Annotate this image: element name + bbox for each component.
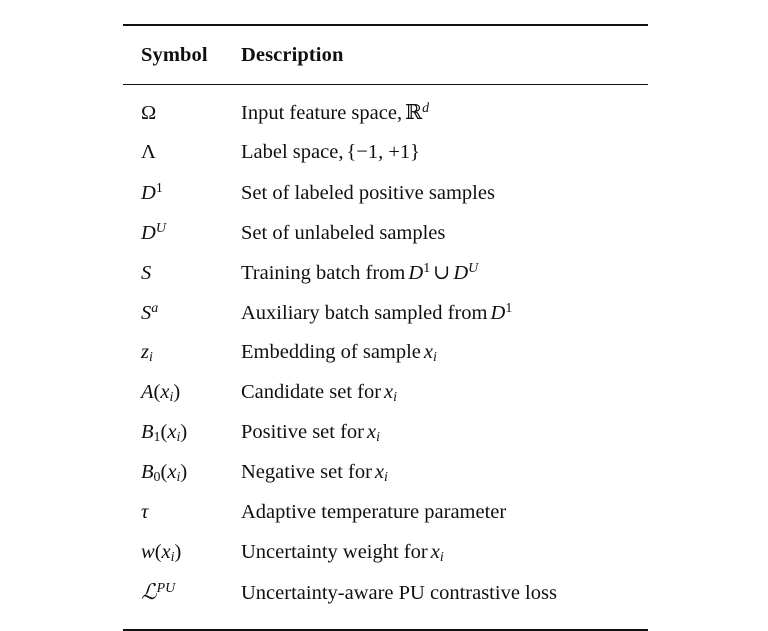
description-text: Negative set for [241,461,372,484]
symbol-cell [123,142,240,182]
symbol-cell [123,542,240,582]
subscript-i: i [148,350,153,366]
description-cell [240,142,648,182]
symbol-cell [123,222,240,262]
superscript-1: 1 [423,261,431,277]
description-cell [240,582,648,629]
table-row [123,382,648,422]
description-text: Set of labeled positive samples [241,182,495,205]
symbol-cell [123,262,240,302]
math-d-unlabeled: D [453,262,469,285]
description-text: Candidate set for [241,381,382,404]
subscript-i: i [169,390,174,406]
table-row [123,182,648,222]
subscript-i: i [376,430,380,446]
math-d-labeled: D [408,262,424,285]
open-paren: ( [160,461,168,484]
symbol-cell [123,462,240,502]
table-row [123,142,648,182]
subscript-i: i [176,470,181,486]
description-cell [240,462,648,502]
notation-table [123,26,648,84]
description-text: Training batch from [241,262,406,285]
symbol-b-negative: B [141,461,154,484]
table-row [123,422,648,462]
description-text: Uncertainty-aware PU contrastive loss [241,582,557,605]
math-x: x [167,421,177,444]
description-cell [240,262,648,302]
symbol-a-candidate: A [141,381,154,404]
symbol-d-labeled: D [141,182,156,205]
table-row [123,502,648,542]
table-row [123,582,648,629]
column-header-symbol: Symbol [141,44,208,67]
close-paren: ) [174,541,182,564]
symbol-cell [123,85,240,142]
notation-table-body [123,85,648,629]
open-paren: ( [153,381,161,404]
math-x: x [160,381,170,404]
symbol-calligraphic-l-loss: ℒ [141,580,157,606]
subscript-i: i [176,430,181,446]
table-row [123,85,648,142]
blackboard-r-symbol: ℝ [405,100,423,125]
description-cell [240,382,648,422]
superscript-u: U [468,261,479,277]
subscript-1: 1 [153,430,161,446]
description-cell [240,302,648,342]
union-operator-icon: ∪ [433,262,451,285]
close-paren: ) [180,421,188,444]
open-paren: ( [154,541,162,564]
table-row [123,222,648,262]
description-text: Set of unlabeled samples [241,222,446,245]
symbol-d-unlabeled: D [141,222,156,245]
table-body [123,85,648,629]
symbol-s-auxiliary: S [141,302,152,325]
description-text: Label space, [241,141,344,164]
math-x: x [423,341,434,364]
symbol-omega: Ω [141,102,157,125]
math-d-labeled: D [490,302,506,325]
subscript-i: i [433,350,437,366]
table-header [123,26,648,84]
table-row [123,302,648,342]
table-row [123,342,648,382]
symbol-cell [123,502,240,542]
table-row [123,462,648,502]
symbol-s-batch: S [141,262,152,285]
label-space-set: {−1, +1} [346,141,421,164]
superscript-a: a [151,301,159,317]
math-x: x [384,381,394,404]
math-x: x [161,541,171,564]
description-text: Embedding of sample [241,341,421,364]
description-cell [240,542,648,582]
description-text: Uncertainty weight for [241,541,428,564]
subscript-i: i [393,390,398,406]
superscript-1: 1 [155,181,163,197]
subscript-i: i [384,470,388,486]
symbol-w-weight: w [141,541,155,564]
description-cell [240,85,648,142]
description-cell [240,342,648,382]
math-x: x [374,461,385,484]
symbol-cell [123,422,240,462]
superscript-d: d [422,101,430,117]
description-text: Auxiliary batch sampled from [241,302,488,325]
description-text: Adaptive temperature parameter [241,501,507,524]
symbol-cell [123,582,240,629]
math-x: x [167,461,177,484]
symbol-cell [123,382,240,422]
description-cell [240,422,648,462]
description-cell [240,182,648,222]
table-row [123,262,648,302]
subscript-i: i [439,550,444,566]
symbol-z-embedding: z [141,341,149,364]
subscript-i: i [170,550,175,566]
description-text: Positive set for [241,421,364,444]
notation-table-container [123,24,648,631]
symbol-b-positive: B [141,421,154,444]
superscript-1: 1 [505,301,513,317]
symbol-lambda: Λ [141,141,156,164]
math-x: x [430,541,440,564]
close-paren: ) [173,381,181,404]
table-row [123,542,648,582]
open-paren: ( [160,421,168,444]
description-text: Input feature space, [241,102,403,125]
superscript-pu: PU [156,581,176,597]
symbol-cell [123,302,240,342]
math-x: x [367,421,377,444]
symbol-cell [123,342,240,382]
superscript-u: U [155,221,166,237]
subscript-0: 0 [153,470,161,486]
close-paren: ) [180,461,188,484]
description-cell [240,502,648,542]
column-header-description: Description [241,44,344,67]
header-row [123,26,648,84]
symbol-tau: τ [141,501,149,524]
description-cell [240,222,648,262]
symbol-cell [123,182,240,222]
